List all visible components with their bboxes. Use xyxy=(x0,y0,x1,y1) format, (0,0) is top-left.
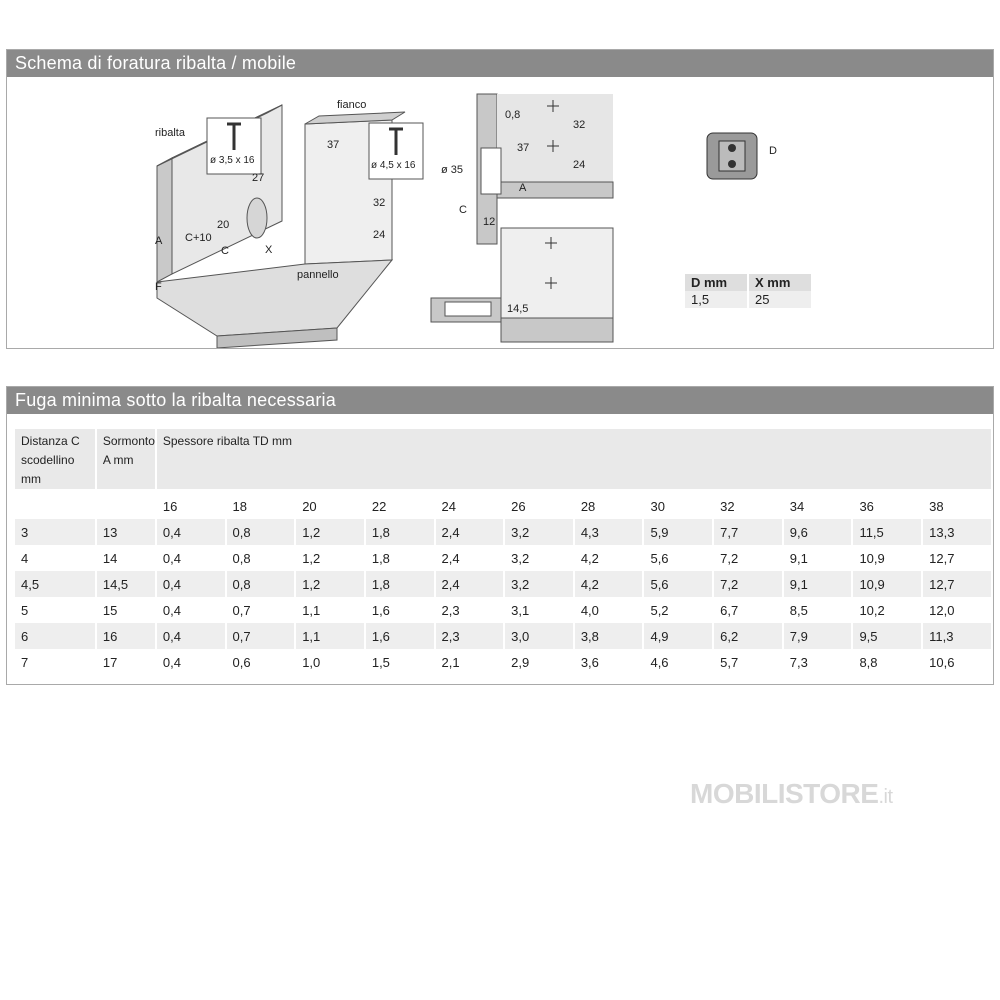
thickness-header: 18 xyxy=(232,498,247,514)
cell-value: 1,8 xyxy=(371,550,390,566)
cell-value: 7,9 xyxy=(784,623,852,649)
cell-sormonto: 15 xyxy=(102,602,118,618)
cell-value: 5,9 xyxy=(644,519,712,545)
cell-value: 1,1 xyxy=(296,623,364,649)
dim-s35: ø 35 xyxy=(441,164,464,176)
d-x-table xyxy=(683,274,813,308)
cell-distanza-c: 7 xyxy=(21,654,29,670)
cell-value: 7,7 xyxy=(714,519,782,545)
hinge-plate-icon xyxy=(707,133,777,179)
dx-value-x: 25 xyxy=(749,291,811,308)
thickness-row xyxy=(15,491,991,519)
dim-27: 27 xyxy=(252,172,265,184)
dim-a: A xyxy=(155,235,163,247)
header-distanza-c: Distanza C scodellino mm xyxy=(15,429,95,491)
cell-distanza-c: 4,5 xyxy=(15,571,95,597)
fuga-table xyxy=(13,429,993,675)
thickness-header: 32 xyxy=(720,498,735,514)
dim-x: X xyxy=(265,244,273,256)
cell-value: 0,4 xyxy=(157,519,225,545)
dx-header-d: D mm xyxy=(685,274,747,291)
dim-s37: 37 xyxy=(517,142,530,154)
label-fianco: fianco xyxy=(337,99,367,111)
cell-value: 7,2 xyxy=(714,571,782,597)
dim-s32: 32 xyxy=(573,119,586,131)
fuga-title: Fuga minima sotto la ribalta necessaria xyxy=(7,387,993,414)
cell-value: 5,6 xyxy=(650,550,669,566)
cell-value: 2,3 xyxy=(436,623,504,649)
label-screw1: ø 3,5 x 16 xyxy=(210,155,255,166)
dx-value-d: 1,5 xyxy=(685,291,747,308)
table-row xyxy=(15,623,991,649)
dim-20: 20 xyxy=(217,219,230,231)
dim-37: 37 xyxy=(327,139,340,151)
cell-value: 10,9 xyxy=(859,550,885,566)
thickness-header: 34 xyxy=(789,498,805,514)
cell-value: 10,6 xyxy=(929,654,955,670)
cell-value: 2,9 xyxy=(511,654,530,670)
dim-14-5: 14,5 xyxy=(507,303,529,315)
thickness-header: 38 xyxy=(929,498,944,514)
thickness-header: 28 xyxy=(580,498,596,514)
cell-sormonto: 14 xyxy=(102,550,118,566)
cell-value: 12,7 xyxy=(923,571,991,597)
cell-value: 1,8 xyxy=(366,571,434,597)
header-sormonto: Sormonto A mm xyxy=(97,429,155,491)
cell-sormonto: 13 xyxy=(97,519,155,545)
cell-value: 3,1 xyxy=(511,602,530,618)
cell-value: 2,4 xyxy=(441,550,460,566)
dim-c: C xyxy=(221,245,229,257)
cell-value: 5,6 xyxy=(644,571,712,597)
dim-s24: 24 xyxy=(573,159,586,171)
cell-value: 4,3 xyxy=(575,519,643,545)
cell-value: 0,8 xyxy=(227,571,295,597)
dim-s12: 12 xyxy=(483,216,496,228)
cell-value: 1,2 xyxy=(302,550,321,566)
cell-value: 4,2 xyxy=(575,571,643,597)
section-drawing xyxy=(431,94,613,342)
watermark-tld: .it xyxy=(878,786,893,808)
cell-value: 0,4 xyxy=(162,550,181,566)
cell-value: 2,3 xyxy=(441,602,460,618)
cell-value: 0,7 xyxy=(232,602,251,618)
flap-drawing xyxy=(155,99,423,348)
cell-value: 4,2 xyxy=(580,550,599,566)
cell-value: 0,4 xyxy=(162,602,181,618)
cell-value: 0,8 xyxy=(227,519,295,545)
cell-value: 9,1 xyxy=(789,550,808,566)
cell-value: 12,7 xyxy=(929,550,955,566)
cell-value: 0,7 xyxy=(227,623,295,649)
cell-value: 2,4 xyxy=(436,571,504,597)
thickness-header: 30 xyxy=(650,498,665,514)
cell-value: 0,4 xyxy=(157,571,225,597)
cell-value: 0,4 xyxy=(157,623,225,649)
cell-distanza-c: 4 xyxy=(21,550,29,566)
watermark-main: MOBILISTORE xyxy=(690,778,879,809)
thickness-header: 26 xyxy=(511,498,526,514)
cell-value: 10,9 xyxy=(853,571,921,597)
cell-value: 1,2 xyxy=(296,571,364,597)
cell-value: 3,6 xyxy=(580,654,599,670)
cell-sormonto: 16 xyxy=(97,623,155,649)
cell-value: 1,5 xyxy=(371,654,390,670)
cell-value: 1,0 xyxy=(302,654,321,670)
cell-distanza-c: 3 xyxy=(15,519,95,545)
dim-sC: C xyxy=(459,204,467,216)
table-row xyxy=(15,649,991,675)
cell-value: 6,7 xyxy=(720,602,739,618)
table-row xyxy=(15,571,991,597)
cell-value: 3,2 xyxy=(505,571,573,597)
cell-value: 0,6 xyxy=(232,654,251,670)
fuga-panel xyxy=(6,386,994,685)
cell-value: 1,8 xyxy=(366,519,434,545)
cell-sormonto: 17 xyxy=(102,654,118,670)
cell-value: 3,8 xyxy=(575,623,643,649)
cell-distanza-c: 5 xyxy=(21,602,29,618)
cell-value: 4,9 xyxy=(644,623,712,649)
fuga-body xyxy=(15,519,991,675)
cell-value: 3,2 xyxy=(511,550,530,566)
cell-value: 2,1 xyxy=(441,654,460,670)
thickness-header: 16 xyxy=(162,498,178,514)
cell-value: 8,8 xyxy=(859,654,878,670)
cell-value: 8,5 xyxy=(789,602,808,618)
dim-f: F xyxy=(155,281,162,293)
header-spessore: Spessore ribalta TD mm xyxy=(157,429,991,491)
cell-value: 9,1 xyxy=(784,571,852,597)
cell-value: 4,6 xyxy=(650,654,669,670)
cell-sormonto: 14,5 xyxy=(97,571,155,597)
cell-value: 3,0 xyxy=(505,623,573,649)
cell-value: 4,0 xyxy=(580,602,599,618)
dim-0-8: 0,8 xyxy=(505,109,521,121)
cell-value: 6,2 xyxy=(714,623,782,649)
dim-24: 24 xyxy=(373,229,386,241)
dim-d: D xyxy=(769,145,777,157)
cell-value: 2,4 xyxy=(436,519,504,545)
drilling-scheme-panel xyxy=(6,49,994,349)
drilling-scheme-title: Schema di foratura ribalta / mobile xyxy=(7,50,993,77)
cell-value: 5,2 xyxy=(650,602,669,618)
table-row xyxy=(15,519,991,545)
cell-value: 7,3 xyxy=(789,654,808,670)
dim-32: 32 xyxy=(373,197,386,209)
cell-value: 1,6 xyxy=(366,623,434,649)
table-row xyxy=(15,545,991,571)
cell-distanza-c: 6 xyxy=(15,623,95,649)
cell-value: 9,5 xyxy=(853,623,921,649)
table-row xyxy=(15,597,991,623)
cell-value: 11,3 xyxy=(923,623,991,649)
thickness-header: 22 xyxy=(371,498,387,514)
thickness-header: 36 xyxy=(859,498,874,514)
cell-value: 1,2 xyxy=(296,519,364,545)
label-screw2: ø 4,5 x 16 xyxy=(371,160,416,171)
label-pannello: pannello xyxy=(297,269,339,281)
cell-value: 0,4 xyxy=(162,654,181,670)
cell-value: 11,5 xyxy=(853,519,921,545)
cell-value: 0,8 xyxy=(232,550,251,566)
watermark-logo xyxy=(690,778,893,810)
cell-value: 1,1 xyxy=(302,602,321,618)
cell-value: 5,7 xyxy=(720,654,739,670)
cell-value: 9,6 xyxy=(784,519,852,545)
thickness-header: 24 xyxy=(441,498,456,514)
cell-value: 7,2 xyxy=(720,550,739,566)
drilling-diagram xyxy=(7,78,993,348)
dx-header-x: X mm xyxy=(749,274,811,291)
label-ribalta: ribalta xyxy=(155,127,185,139)
dim-sA: A xyxy=(519,182,527,194)
cell-value: 3,2 xyxy=(505,519,573,545)
thickness-header: 20 xyxy=(302,498,317,514)
cell-value: 13,3 xyxy=(923,519,991,545)
cell-value: 1,6 xyxy=(371,602,390,618)
dim-c10: C+10 xyxy=(185,232,212,244)
cell-value: 12,0 xyxy=(929,602,955,618)
cell-value: 10,2 xyxy=(859,602,885,618)
